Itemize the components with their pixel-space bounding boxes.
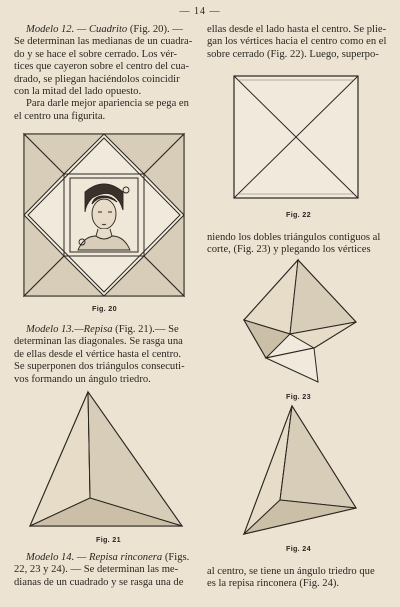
modelo-12-ref: (Fig. 20). — [129, 24, 183, 35]
modelo-13-ref: (Fig. 21).— Se [115, 324, 179, 335]
right-column-text-mid [207, 232, 391, 257]
text-line: el centro una figurita. [14, 110, 106, 122]
modelo-14-title: Modelo 14. — Repisa rinconera [26, 552, 163, 563]
modelo-14-ref: (Figs. [164, 552, 190, 563]
page-number: — 14 — [179, 6, 221, 17]
text-line: ellas desde el lado hasta el centro. Se plie- [207, 24, 387, 35]
modelo-13-title: Modelo 13.—Repisa [26, 324, 113, 335]
text-line: corte, (Fig. 23) y plegando los vértices [207, 244, 371, 256]
fig-20-caption: Fig. 20 [92, 304, 117, 313]
modelo-12-text [14, 24, 194, 123]
text-line: drado, se pliegan haciéndolos coincidir [14, 73, 180, 85]
text-line: Para darle mejor apariencia se pega en [26, 98, 189, 110]
fig-20-cuadrito-diagram [22, 132, 186, 300]
text-line: es la repisa rinconera (Fig. 24). [207, 578, 340, 590]
text-line: determinan las diagonales. Se rasga una [14, 336, 183, 348]
fig-23-caption: Fig. 23 [286, 392, 311, 401]
text-line: dianas de un cuadrado y se rasga una de [14, 576, 184, 588]
right-column-text-bottom [207, 566, 391, 591]
fig-21-repisa-diagram [26, 390, 186, 532]
fig-22-sobre-cerrado-diagram [232, 74, 360, 200]
text-line: do y se hace el sobre cerrado. Los vér- [14, 48, 178, 60]
fig-21-caption: Fig. 21 [96, 535, 121, 544]
text-line: sobre cerrado (Fig. 22). Luego, superpo- [207, 48, 379, 60]
modelo-12-title: Modelo 12. — Cuadrito [26, 24, 128, 35]
text-line: de ellas desde el vértice hasta el centro. [14, 348, 182, 360]
fig-22-caption: Fig. 22 [286, 210, 311, 219]
text-line: gan los vértices hacia el centro como en el [207, 36, 387, 48]
modelo-13-text [14, 324, 194, 386]
text-line: 22, 23 y 24). — Se determinan las me- [14, 564, 179, 576]
text-line: con la mitad del lado opuesto. [14, 86, 142, 98]
fig-24-repisa-rinconera-diagram [240, 404, 360, 538]
modelo-14-text [14, 552, 194, 589]
fig-23-folded-triangles-diagram [240, 258, 360, 390]
text-line: vos formando un ángulo triedro. [14, 373, 151, 385]
text-line: al centro, se tiene un ángulo triedro que [207, 566, 375, 577]
right-column-text-top [207, 24, 391, 61]
text-line: Se determinan las medianas de un cuadra- [14, 36, 193, 48]
text-line: tices que cayeron sobre el centro del cua- [14, 61, 190, 73]
text-line: Se superponen dos triángulos consecuti- [14, 361, 185, 373]
fig-24-caption: Fig. 24 [286, 544, 311, 553]
text-line: niendo los dobles triángulos contiguos al [207, 232, 381, 243]
